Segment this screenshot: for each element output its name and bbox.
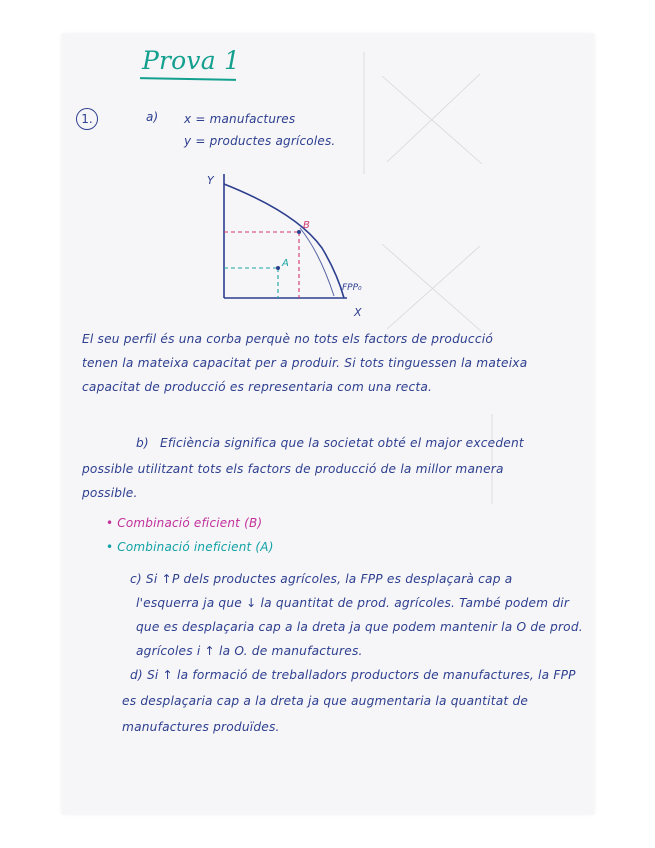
- part-a-line-2: tenen la mateixa capacitat per a produir. Si tots tinguessen la mateixa: [82, 356, 528, 370]
- x-axis-label: X: [354, 306, 362, 319]
- question-number: 1.: [76, 108, 98, 130]
- y-axis-label: Y: [207, 174, 214, 187]
- point-a-label: A: [282, 258, 289, 269]
- part-a-line-1: El seu perfil és una corba perquè no tots els factors de producció: [82, 332, 493, 346]
- part-c-line-3: que es desplaçaria cap a la dreta ja que podem mantenir la O de prod.: [136, 620, 583, 634]
- part-a-label: a): [146, 110, 159, 124]
- ppf-curve: [224, 184, 344, 298]
- part-b-line-2: possible utilitzant tots els factors de producció de la millor manera: [82, 462, 504, 476]
- part-d-line-1: d) Si ↑ la formació de treballadors productors de manufactures, la FPP: [130, 668, 576, 682]
- part-d-line-3: manufactures produïdes.: [122, 720, 280, 734]
- point-b-label: B: [303, 220, 310, 231]
- definition-y: y = productes agrícoles.: [184, 134, 336, 148]
- part-b-label: b): [136, 436, 149, 450]
- bullet-efficient: • Combinació eficient (B): [106, 516, 263, 530]
- definition-x: x = manufactures: [184, 112, 296, 126]
- part-c-line-2: l'esquerra ja que ↓ la quantitat de prod. agrícoles. També podem dir: [136, 596, 570, 610]
- part-b-line-1: Eficiència significa que la societat obté el major excedent: [160, 436, 524, 450]
- part-b-line-3: possible.: [82, 486, 138, 500]
- bullet-inefficient: • Combinació ineficient (A): [106, 540, 274, 554]
- part-c-line-4: agrícoles i ↑ la O. de manufactures.: [136, 644, 363, 658]
- part-d-line-2: es desplaçaria cap a la dreta ja que augmentaria la quantitat de: [122, 694, 529, 708]
- notebook-page: [62, 34, 594, 814]
- ppf-graph: [202, 168, 382, 328]
- page-title: Prova 1: [142, 46, 241, 75]
- part-c-line-1: c) Si ↑P dels productes agrícoles, la FPP es desplaçarà cap a: [130, 572, 513, 586]
- part-a-line-3: capacitat de producció es representaria com una recta.: [82, 380, 433, 394]
- point-b-marker: [297, 230, 301, 234]
- point-a-marker: [276, 266, 280, 270]
- ppf-curve-label: FPP₀: [342, 283, 362, 293]
